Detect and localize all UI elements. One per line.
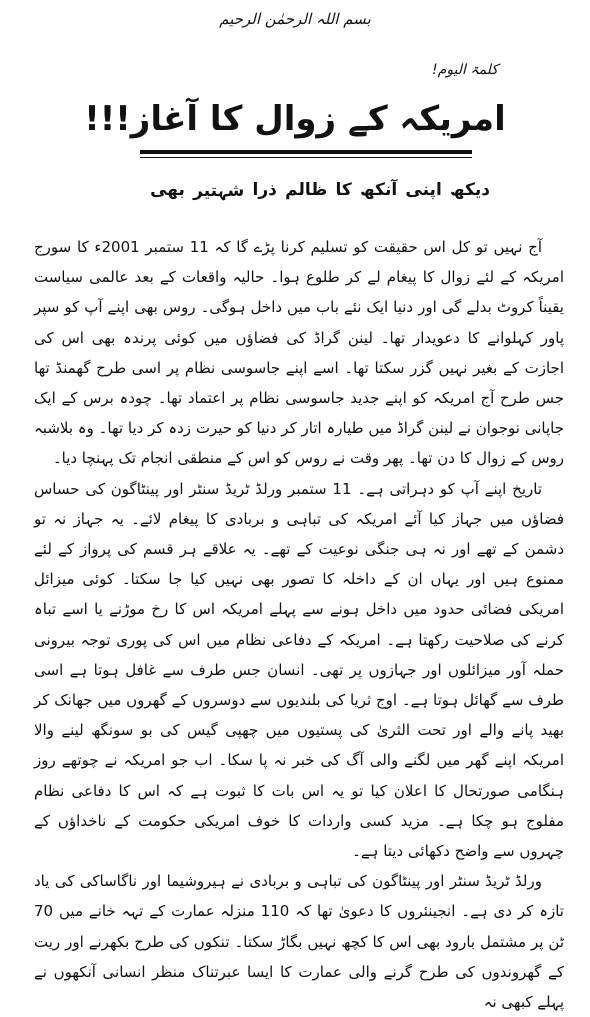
verse-word: ظالم [285,180,328,200]
article-paragraph: ورلڈ ٹریڈ سنٹر اور پینٹاگون کی تباہی و بربادی نے ہیروشیما اور ناگاساکی کی یاد تازہ کر دی ہے۔ انجینئروں کا دعویٰ تھا کہ 110 منزلہ عمارت کے تہہ خانے میں 70 ٹن پر مشتمل بارود بھی اس کا کچھ نہیں بگاڑ سکتا۔ تنکوں کی طرح بکھرنے اور ریت کے گھروندوں کی طرح گرنے والی عمارت کا ایسا عبرتناک منظر انسانی آنکھوں نے پہلے کبھی نہ [34,872,564,1012]
verse-word: شہتیر [193,181,245,201]
verse-word: ذرا [252,180,277,200]
article-title: امریکہ کے زوال کا آغاز!!! [84,99,506,139]
verse-line [150,180,490,201]
article-body [34,232,564,1017]
verse-word: دیکھ [450,180,490,200]
article-paragraph: آج نہیں تو کل اس حقیقت کو تسلیم کرنا پڑے گا کہ 11 ستمبر 2001ء کا سورج امریکہ کے لئے زوال کا پیغام لے کر طلوع ہوا۔ حالیہ واقعات کے بعد عالمی سیاست یقیناً کروٹ بدلے گی اور دنیا ایک نئے باب میں داخل ہوگی۔ روس بھی اپنے آپ کو سپر پاور کہلوانے کا دعویدار تھا۔ لینن گراڈ کی فضاؤں میں کوئی پرندہ بھی اس کی اجازت کے بغیر نہیں گزر سکتا تھا۔ اسے اپنے جاسوسی نظام پر اسی طرح گھمنڈ تھا جس طرح آج امریکہ کو اپنے جدید جاسوسی نظام پر اعتماد تھا۔ چودہ برس کے ایک جاپانی نوجوان نے لینن گراڈ میں طیارہ اتار کر دنیا کو حیرت زدہ کر دیا تھا۔ وہ بلاشبہ روس کے زوال کا دن تھا۔ پھر وقت نے روس کو اس کے منطقی انجام تک پہنچا دیا۔ [34,238,564,468]
column-label: کلمۃ الیوم! [432,62,498,78]
verse-word: کا [335,180,352,200]
article-paragraph: تاریخ اپنے آپ کو دہراتی ہے۔ 11 ستمبر ورلڈ ٹریڈ سنٹر اور پینٹاگون کی حساس فضاؤں میں جہاز کیا آئے امریکہ کی تباہی و بربادی کا پیغام لائے۔ یہ جہاز نہ تو دشمن کے تھے اور نہ ہی جنگی نوعیت کے تھے۔ یہ علاقے ہر قسم کی پرواز کے لئے ممنوع ہیں اور یہاں ان کے داخلہ کا تصور بھی نہیں کیا جا سکتا۔ کوئی میزائل امریکی فضائی حدود میں داخل ہونے سے پہلے امریکہ اس کا رخ موڑنے یا اسے تباہ کرنے کی صلاحیت رکھتا ہے۔ امریکہ کے دفاعی نظام میں اس کی پوری توجہ بیرونی حملہ آور میزائلوں اور جہازوں پر تھی۔ انسان جس طرف سے غافل ہوتا ہے اسی طرف سے گھائل ہوتا ہے۔ اوج ثریا کی بلندیوں سے دوسروں کے گھروں میں جھانک کر بھید پانے والے اور تحت الثریٰ کی پستیوں میں چھپی گیس کی بو سونگھ لینے والا امریکہ اپنے گھر میں لگنے والی آگ کی خبر نہ پا سکا۔ اب جو امریکہ نے چوتھے روز ہنگامی صورتحال کا اعلان کیا تو یہ اس بات کا ثبوت ہے کہ اس کا دفاعی نظام مفلوج ہو چکا ہے۔ مزید کسی واردات کا خوف امریکی حکومت کے ناخداؤں کے چہروں سے واضح دکھائی دیتا ہے۔ [34,479,564,861]
verse-word: بھی [150,180,185,200]
title-underline-thick [140,150,472,154]
title-underline-thin [140,157,472,158]
verse-word: اپنی [405,180,442,200]
verse-word: آنکھ [360,180,398,200]
bismillah-heading: بسم اللہ الرحمٰن الرحیم [219,10,371,28]
